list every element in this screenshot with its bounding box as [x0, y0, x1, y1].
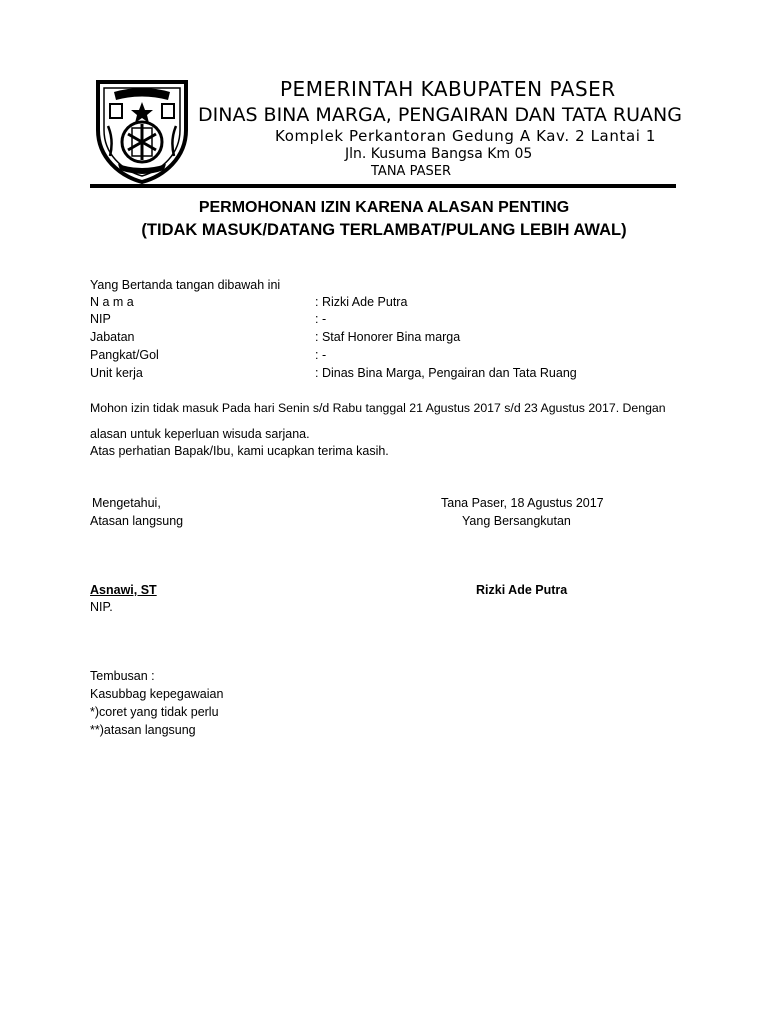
letterhead-address-building: Komplek Perkantoran Gedung A Kav. 2 Lantai 1 — [275, 127, 657, 145]
identity-value-unit: : Dinas Bina Marga, Pengairan dan Tata Ruang — [315, 366, 577, 380]
body-reason: alasan untuk keperluan wisuda sarjana. — [90, 427, 310, 441]
identity-label-position: Jabatan — [90, 330, 135, 344]
body-request: Mohon izin tidak masuk Pada hari Senin s/d Rabu tanggal 21 Agustus 2017 s/d 23 Agustus 2017. Dengan — [90, 401, 666, 415]
letterhead-divider — [90, 184, 676, 188]
note-strike: *)coret yang tidak perlu — [90, 705, 219, 719]
letter-title: PERMOHONAN IZIN KARENA ALASAN PENTING — [198, 199, 570, 216]
letterhead-city: TANA PASER — [371, 164, 451, 179]
identity-value-nip: : - — [315, 312, 327, 326]
cc-title: Tembusan : — [90, 669, 155, 683]
identity-label-nip: NIP — [90, 312, 111, 326]
cc-recipient: Kasubbag kepegawaian — [90, 687, 224, 701]
letter-subtitle: (TIDAK MASUK/DATANG TERLAMBAT/PULANG LEBIH AWAL) — [141, 221, 627, 239]
letterhead-government: PEMERINTAH KABUPATEN PASER — [280, 77, 616, 101]
regency-emblem-icon — [92, 78, 192, 184]
note-supervisor: **)atasan langsung — [90, 723, 196, 737]
body-closing: Atas perhatian Bapak/Ibu, kami ucapkan terima kasih. — [90, 444, 389, 458]
signature-right-date: Tana Paser, 18 Agustus 2017 — [441, 496, 604, 510]
identity-value-position: : Staf Honorer Bina marga — [315, 330, 461, 344]
signature-right-name: Rizki Ade Putra — [476, 583, 568, 597]
signature-right-role: Yang Bersangkutan — [462, 514, 571, 528]
identity-label-name: N a m a — [90, 295, 134, 309]
identity-value-rank: : - — [315, 348, 327, 362]
signature-left-nip: NIP. — [90, 600, 113, 614]
signature-left-role: Atasan langsung — [90, 514, 184, 528]
signature-left-name: Asnawi, ST — [90, 583, 157, 597]
signature-left-heading: Mengetahui, — [92, 496, 161, 510]
letterhead-address-street: Jln. Kusuma Bangsa Km 05 — [345, 146, 533, 162]
identity-label-rank: Pangkat/Gol — [90, 348, 159, 362]
letterhead-agency: DINAS BINA MARGA, PENGAIRAN DAN TATA RUANG — [198, 104, 682, 126]
identity-label-unit: Unit kerja — [90, 366, 143, 380]
identity-intro: Yang Bertanda tangan dibawah ini — [90, 278, 281, 292]
identity-value-name: : Rizki Ade Putra — [315, 295, 408, 309]
